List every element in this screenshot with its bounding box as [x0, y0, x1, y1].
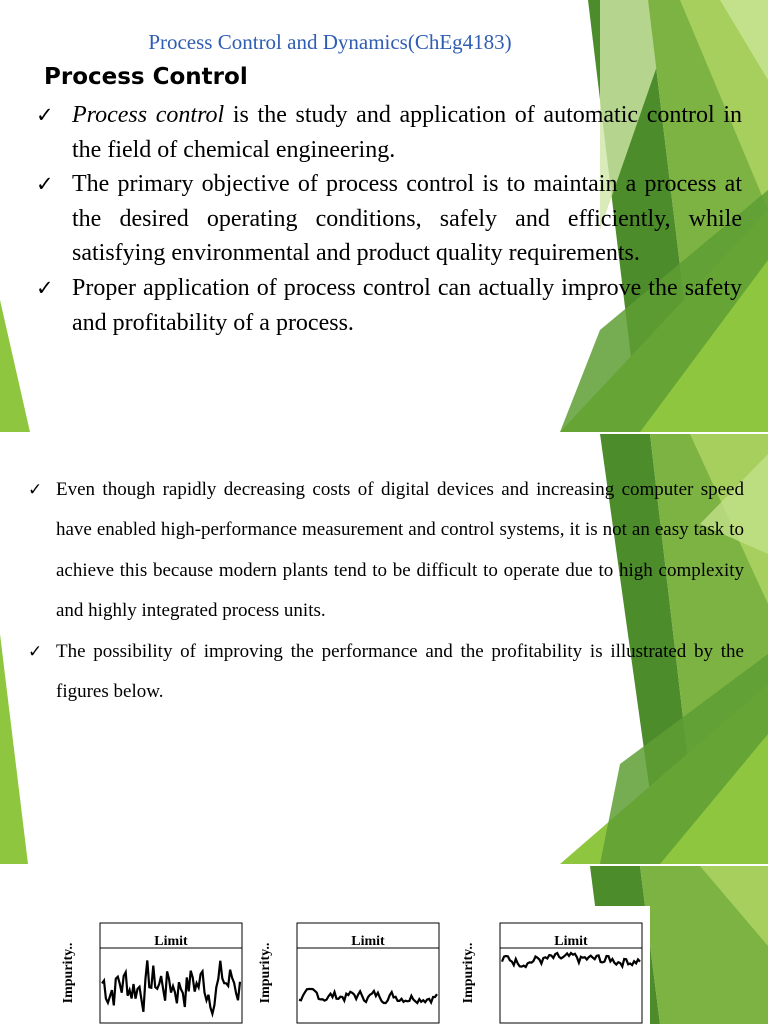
y-axis-label: Impurity..: [61, 942, 76, 1004]
bullet-text: Even though rapidly decreasing costs of digital devices and increasing computer speed have enabled high-performance measurement and control systems, it is not an easy task to achieve this because modern plants tend to be difficult to operate due to high complexity and highly integrated process units.: [56, 479, 744, 622]
bullet-text: Proper application of process control can actually improve the safety and profitability of a process.: [72, 274, 742, 336]
bullet-item: [28, 470, 744, 632]
slide-1: [0, 0, 768, 432]
bullet-text-rest: is the study and application of automatic control in the field of chemical engineering.: [72, 102, 743, 163]
checkmark-icon: ✓: [36, 275, 54, 300]
figure-panel: [60, 906, 650, 1024]
checkmark-icon: ✓: [28, 480, 43, 500]
y-axis-label: Impurity..: [461, 942, 476, 1004]
checkmark-icon: ✓: [28, 641, 43, 662]
checkmark-icon: ✓: [36, 103, 54, 127]
bullet-item: [28, 632, 744, 713]
bullet-italic-term: Process control: [72, 102, 225, 128]
bullet-item: [36, 98, 742, 167]
bullet-list: [28, 470, 744, 712]
bullet-text: The possibility of improving the performance and the profitability is illustrated by the figures below.: [56, 640, 744, 703]
slide-3: [0, 866, 768, 1024]
bullet-list: [36, 98, 742, 340]
checkmark-icon: ✓: [36, 172, 54, 197]
limit-label: Limit: [154, 934, 188, 949]
y-axis-label: Impurity..: [258, 942, 273, 1004]
bullet-item: [36, 271, 742, 340]
bullet-text: [72, 98, 742, 167]
impurity-charts: [60, 906, 650, 1024]
limit-label: Limit: [351, 934, 385, 949]
limit-label: Limit: [554, 934, 588, 949]
section-heading: Process Control: [44, 64, 248, 90]
slide-title: Process Control and Dynamics(ChEg4183): [148, 30, 512, 54]
bullet-text: The primary objective of process control is to maintain a process at the desired operating conditions, safely and efficiently, while satisfying environmental and product quality requirements.: [72, 171, 742, 267]
bullet-item: [36, 167, 742, 271]
slide-2: [0, 434, 768, 864]
